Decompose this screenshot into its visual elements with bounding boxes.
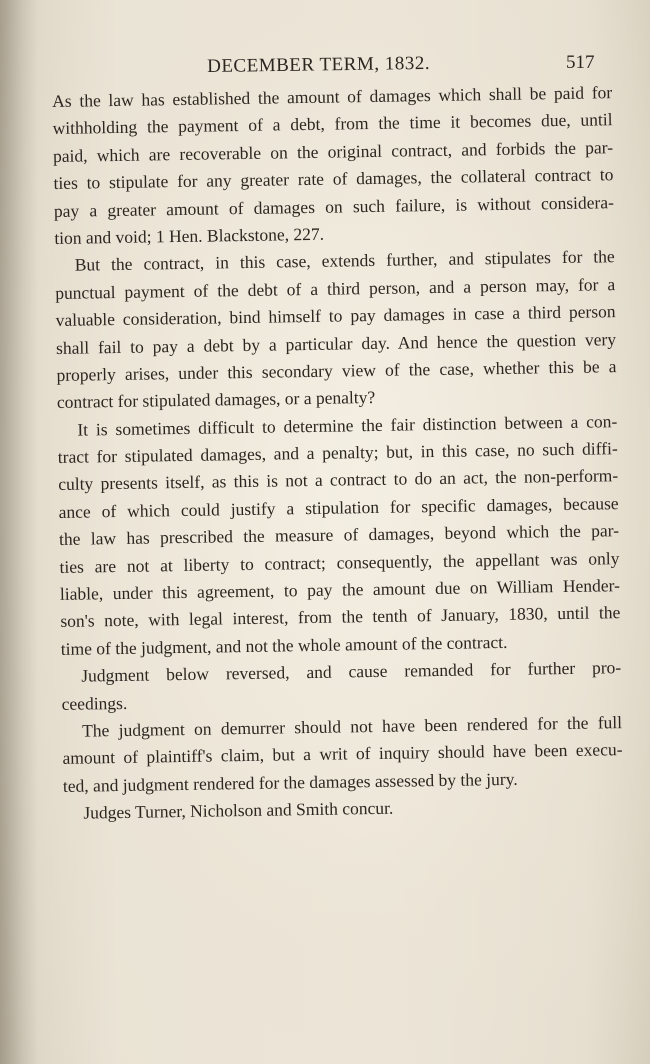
text-line: It is sometimes difficult to determine the fair distinction between a con-	[77, 410, 618, 440]
text-line: culty presents itself, as this is not a contract to do an act, the non-perform-	[58, 465, 619, 495]
paragraph-1	[52, 79, 615, 252]
spine-shadow	[0, 0, 38, 1064]
text-line: But the contract, in this case, extends further, and stipulates for the	[74, 246, 615, 276]
text-line: ance of which could justify a stipulation for specific damages, because	[58, 493, 619, 522]
text-line: Judges Turner, Nicholson and Smith concur.	[83, 797, 394, 823]
paragraph-3	[57, 408, 621, 663]
body-text	[52, 79, 624, 827]
text-line: son's note, with legal interest, from the tenth of January, 1830, until the	[60, 602, 621, 632]
text-line: ceedings.	[61, 692, 128, 714]
text-line: withholding the payment of a debt, from the time it becomes due, until	[52, 109, 613, 139]
text-line: ted, and judgment rendered for the damages assessed by the jury.	[62, 768, 518, 796]
text-line: punctual payment of the debt of a third person, and a person may, for a	[55, 273, 616, 303]
text-line: ties to stipulate for any greater rate of damages, the collateral contract to	[53, 164, 614, 194]
text-line: pay a greater amount of damages on such failure, is without considera-	[53, 191, 615, 221]
paragraph-4	[61, 654, 622, 718]
text-line: properly arises, under this secondary view of the case, whether this be a	[56, 356, 617, 385]
text-line: liable, under this agreement, to pay the amount due on William Hender-	[59, 575, 621, 604]
text-line: amount of plaintiff's claim, but a writ of inquiry should have been execu-	[62, 739, 623, 769]
text-line: time of the judgment, and not the whole amount of the contract.	[60, 631, 508, 659]
text-line: paid, which are recoverable on the original contract, and forbids the par-	[52, 136, 614, 166]
paragraph-5	[62, 709, 623, 800]
text-line: The judgment on demurrer should not have been rendered for the full	[81, 712, 623, 741]
running-head: DECEMBER TERM, 1832.	[207, 52, 431, 77]
text-line: the law has prescribed the measure of damages, beyond which the par-	[58, 520, 620, 550]
text-line: contract for stipulated damages, or a penalty?	[56, 387, 376, 413]
paragraph-2	[55, 244, 618, 417]
page-number: 517	[566, 52, 595, 73]
text-line: As the law has established the amount of damages which shall be paid for	[52, 82, 613, 111]
text-line: shall fail to pay a debt by a particular day. And hence the question very	[55, 328, 617, 358]
text-line: Judgment below reversed, and cause remanded for further pro-	[81, 657, 622, 686]
text-line: tion and void; 1 Hen. Blackstone, 227.	[54, 223, 325, 248]
text-line: valuable consideration, bind himself to pay damages in case a third person	[55, 301, 616, 331]
text-line: tract for stipulated damages, and a penalty; but, in this case, no such diffi-	[57, 438, 618, 468]
text-line: ties are not at liberty to contract; consequently, the appellant was only	[59, 547, 620, 577]
